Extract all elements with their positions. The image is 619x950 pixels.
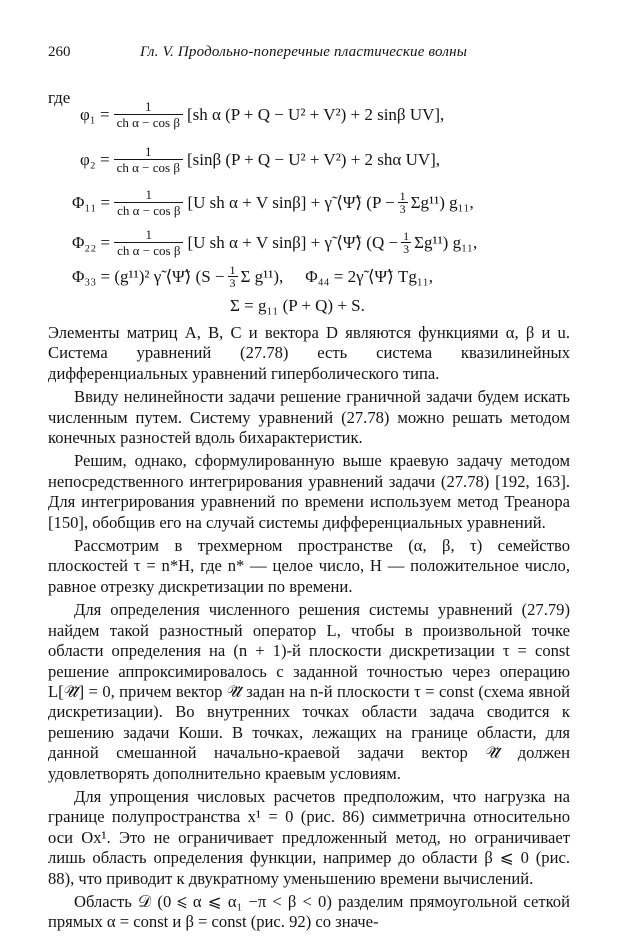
equation-rhs: [sinβ (P + Q − U² + V²) + 2 shα UV], — [186, 150, 441, 169]
equation-rhs-a: [U sh α + V sinβ] + γ̃ ⟨Ψ̃⟩ (Q − — [187, 233, 399, 252]
equation-rhs-b: Σg¹¹) g₁₁, — [414, 233, 478, 252]
equation-lhs: Φ₁₁ = — [72, 193, 111, 212]
paragraph: Область 𝒟 (0 ⩽ α ⩽ α₁ −π < β < 0) разделим прямоугольной сеткой прямых α = const и β = const (рис. 92) со значе- — [48, 891, 570, 932]
small-fraction — [401, 230, 411, 256]
small-fraction-numerator: 1 — [399, 189, 406, 203]
paragraph: Решим, однако, сформулированную выше краевую задачу методом непосредственного интегрирования уравнений задачи (27.78) [192, 163]. Для интегрирования уравнений по времени используем метод Треанора [150], обобщив его на случай системы дифференциальных уравнений. — [48, 451, 570, 532]
intro-word: где — [48, 88, 71, 107]
equation-phi2 — [80, 145, 440, 175]
fraction — [114, 145, 183, 175]
fraction — [114, 228, 183, 258]
small-fraction — [228, 264, 238, 290]
paragraph: Рассмотрим в трехмерном пространстве (α, β, τ) семейство плоскостей τ = n*H, где n* — целое число, H — положительное число, равное отрезку дискретизации по времени. — [48, 536, 570, 596]
fraction-denominator: ch α − cos β — [114, 242, 183, 258]
equation-lhs: Φ₂₂ = — [72, 233, 111, 252]
paragraph: Для упрощения числовых расчетов предположим, что нагрузка на границе полупространства x¹ = 0 (рис. 86) симметрична относительно оси Ox¹. Это не ограничивает предложенный метод, но ограничивает лишь область определения функции, например до области β ⩽ 0 (рис. 88), что приводит к двукратному уменьшению времени вычислений. — [48, 786, 570, 888]
paragraph: Элементы матриц A, B, C и вектора D являются функциями α, β и u. Система уравнений (27.78) есть система квазилинейных дифференциальных уравнений гиперболического типа. — [48, 323, 570, 383]
fraction-denominator: ch α − cos β — [114, 202, 183, 218]
equation-Phi33-a: Φ₃₃ = (g¹¹)² γ̃ ⟨Ψ̃⟩ (S − — [72, 267, 225, 286]
equation-Phi44: Φ₄₄ = 2γ̃ ⟨Ψ̃⟩ Tg₁₁, — [305, 267, 433, 286]
equation-rhs-a: [U sh α + V sinβ] + γ̃ ⟨Ψ̃⟩ (P − — [187, 193, 395, 212]
small-fraction-denominator: 3 — [403, 242, 410, 256]
fraction-denominator: ch α − cos β — [114, 159, 183, 175]
equation-lhs: φ₁ = — [80, 105, 110, 124]
fraction-numerator: 1 — [145, 99, 152, 114]
fraction-numerator: 1 — [145, 227, 153, 242]
body-text — [48, 323, 570, 933]
equation-rhs: [sh α (P + Q − U² + V²) + 2 sinβ UV], — [186, 105, 445, 124]
fraction-denominator: ch α − cos β — [114, 114, 183, 130]
fraction — [114, 100, 183, 130]
fraction — [114, 188, 183, 218]
fraction-numerator: 1 — [145, 187, 153, 202]
small-fraction-denominator: 3 — [399, 202, 406, 216]
fraction-numerator: 1 — [145, 144, 152, 159]
equation-Phi33-b: Σ g¹¹), — [240, 267, 284, 286]
equation-Phi33-Phi44 — [72, 264, 433, 290]
equation-Phi22 — [72, 228, 477, 258]
small-fraction-denominator: 3 — [229, 276, 236, 290]
paragraph: Ввиду нелинейности задачи решение граничной задачи будем искать численным путем. Систему уравнений (27.78) можно решать методом конечных разностей вдоль бихарактеристик. — [48, 387, 570, 448]
running-title: Гл. V. Продольно-поперечные пластические волны — [140, 44, 468, 60]
small-fraction-numerator: 1 — [229, 263, 236, 277]
equation-rhs-b: Σg¹¹) g₁₁, — [410, 193, 474, 212]
paragraph: Для определения численного решения системы уравнений (27.79) найдем такой разностный оператор L, чтобы в произвольной точке области определения на (n + 1)-й плоскости дискретизации τ = const решение аппроксимировалось с заданной точностью через операцию L[𝒰⃗] = 0, причем вектор 𝒰⃗ задан на n-й плоскости τ = const (схема явной дискретизации). Во внутренних точках области задача сводится к решению задачи Коши. В точках, лежащих на границе области, для данной смешанной начально-краевой задачи вектор 𝒰⃗ должен удовлетворять дополнительно краевым условиям. — [48, 600, 570, 783]
equation-lhs: φ₂ = — [80, 150, 110, 169]
page-number: 260 — [48, 44, 71, 60]
small-fraction-numerator: 1 — [403, 229, 410, 243]
equation-Sigma — [230, 296, 365, 316]
equation-sigma-text: Σ = g₁₁ (P + Q) + S. — [230, 296, 365, 315]
equation-Phi11 — [72, 188, 474, 218]
equation-phi1 — [80, 100, 444, 130]
small-fraction — [398, 190, 408, 216]
